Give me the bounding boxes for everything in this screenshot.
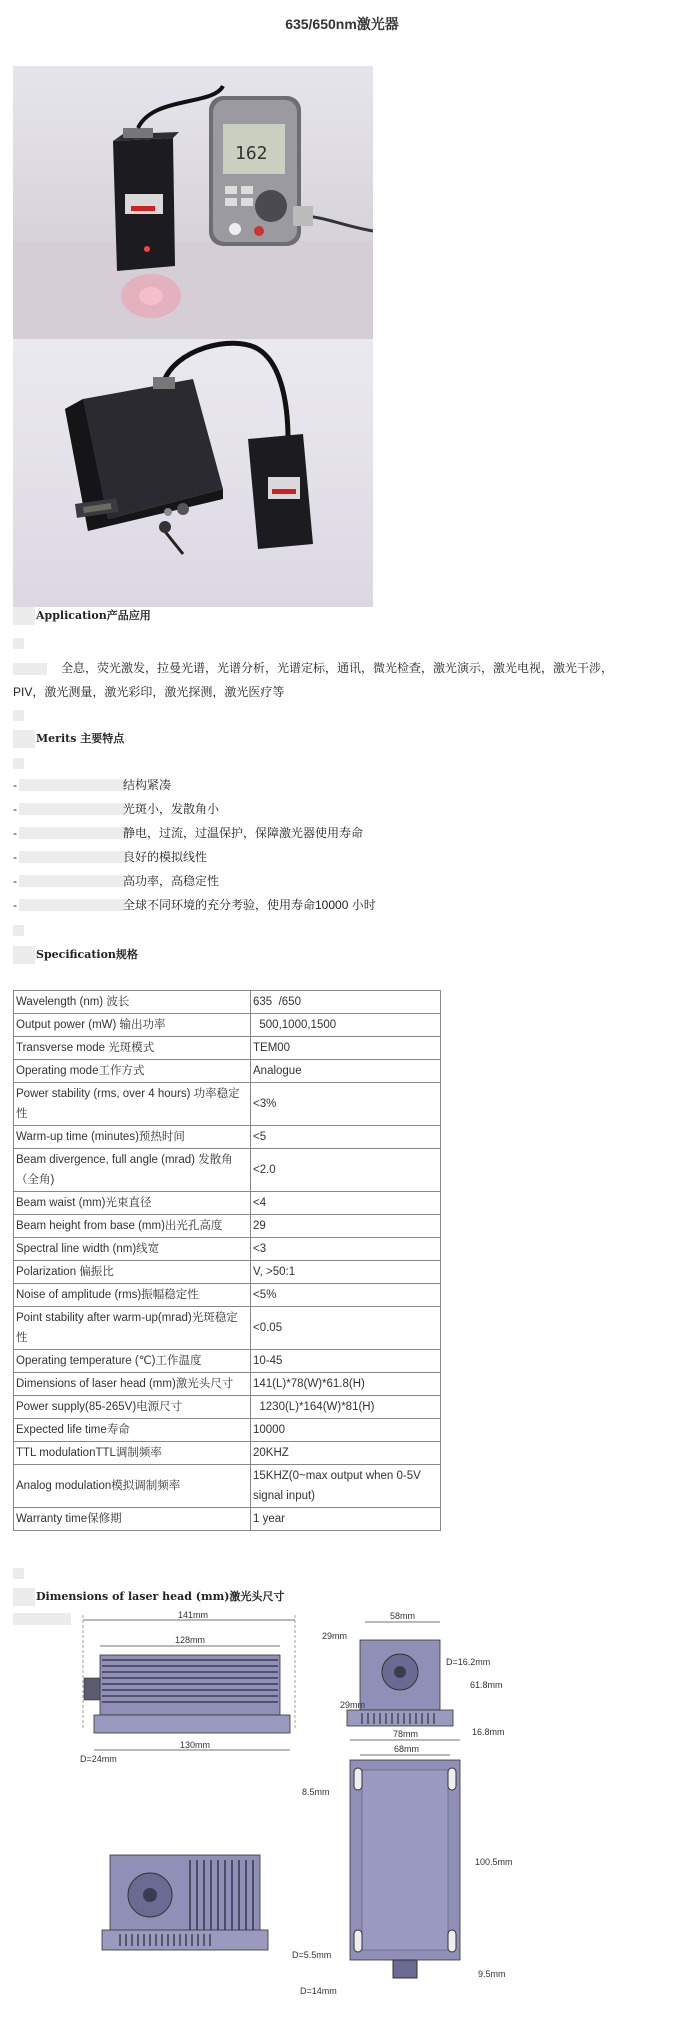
dim-label: D=5.5mm — [292, 1950, 332, 1960]
spec-row — [14, 1192, 441, 1215]
dimensions-heading: Dimensions of laser head (mm)激光头尺寸 — [13, 1588, 284, 1606]
dim-label: 68mm — [394, 1744, 420, 1754]
spec-label: Analog modulation模拟调制频率 — [14, 1465, 251, 1508]
spec-value: 1230(L)*164(W)*81(H) — [251, 1396, 441, 1419]
spec-label: Beam divergence, full angle (mrad) 发散角（全角) — [14, 1149, 251, 1192]
spec-label: Warm-up time (minutes)预热时间 — [14, 1126, 251, 1149]
spec-row — [14, 1261, 441, 1284]
product-photo-laser-with-meter — [13, 66, 373, 339]
spec-label: Spectral line width (nm)线宽 — [14, 1238, 251, 1261]
spec-value: 29 — [251, 1215, 441, 1238]
spec-row — [14, 1215, 441, 1238]
spec-label: Operating temperature (℃)工作温度 — [14, 1350, 251, 1373]
dim-label: D=14mm — [300, 1986, 337, 1996]
dim-label: 130mm — [180, 1740, 211, 1750]
spec-value: 500,1000,1500 — [251, 1014, 441, 1037]
dim-label: D=16.2mm — [446, 1657, 491, 1667]
spec-row — [14, 991, 441, 1014]
dim-label: 128mm — [175, 1635, 206, 1645]
spec-row — [14, 1284, 441, 1307]
spec-value: 1 year — [251, 1508, 441, 1531]
spec-row — [14, 1307, 441, 1350]
spec-label: Output power (mW) 输出功率 — [14, 1014, 251, 1037]
spec-label: Operating mode工作方式 — [14, 1060, 251, 1083]
page-title: 635/650nm激光器 — [285, 16, 399, 32]
spec-value: Analogue — [251, 1060, 441, 1083]
specification-heading: Specification规格 — [13, 946, 138, 964]
spec-value: TEM00 — [251, 1037, 441, 1060]
dim-label: 29mm — [340, 1700, 366, 1710]
spec-value: 10000 — [251, 1419, 441, 1442]
spacer-block — [13, 710, 24, 721]
spec-value: 10-45 — [251, 1350, 441, 1373]
spec-row — [14, 1442, 441, 1465]
product-photo-power-supply — [13, 339, 373, 607]
spec-label: Expected life time寿命 — [14, 1419, 251, 1442]
dimension-drawings — [50, 1610, 520, 2010]
spec-label: Polarization 偏振比 — [14, 1261, 251, 1284]
side-view-drawing — [80, 1610, 295, 1764]
front-view-drawing — [322, 1611, 505, 1737]
spec-row — [14, 1037, 441, 1060]
spec-label: Warranty time保修期 — [14, 1508, 251, 1531]
spec-row — [14, 1083, 441, 1126]
spec-value: <5% — [251, 1284, 441, 1307]
dim-label: 100.5mm — [475, 1857, 513, 1867]
dim-label: 78mm — [393, 1729, 419, 1739]
spec-row — [14, 1350, 441, 1373]
dim-label: D=24mm — [80, 1754, 117, 1764]
top-view-drawing — [292, 1729, 513, 1996]
spec-row — [14, 1126, 441, 1149]
spec-row — [14, 1465, 441, 1508]
spec-value: 635 /650 — [251, 991, 441, 1014]
spec-value: 15KHZ(0~max output when 0-5V signal input) — [251, 1465, 441, 1508]
application-heading: Application产品应用 — [13, 607, 151, 625]
spec-row — [14, 1419, 441, 1442]
merits-heading: Merits 主要特点 — [13, 730, 124, 748]
spec-label: TTL modulationTTL调制频率 — [14, 1442, 251, 1465]
spec-value: <3 — [251, 1238, 441, 1261]
spec-label: Power stability (rms, over 4 hours) 功率稳定性 — [14, 1083, 251, 1126]
spec-label: Beam height from base (mm)出光孔高度 — [14, 1215, 251, 1238]
spec-label: Power supply(85-265V)电源尺寸 — [14, 1396, 251, 1419]
dim-label: 8.5mm — [302, 1787, 330, 1797]
spec-row — [14, 1149, 441, 1192]
spec-value: <3% — [251, 1083, 441, 1126]
spec-value: 20KHZ — [251, 1442, 441, 1465]
application-text: 全息，荧光激发，拉曼光谱，光谱分析，光谱定标，通讯，微光检查，激光演示，激光电视，激光干涉，PIV，激光测量，激光彩印，激光探测，激光医疗等 — [13, 661, 614, 699]
spec-label: Wavelength (nm) 波长 — [14, 991, 251, 1014]
spec-value: <0.05 — [251, 1307, 441, 1350]
spec-value: V, >50:1 — [251, 1261, 441, 1284]
spec-row — [14, 1396, 441, 1419]
spacer-block — [13, 758, 24, 769]
spec-label: Beam waist (mm)光束直径 — [14, 1192, 251, 1215]
specification-table — [13, 990, 441, 1531]
spec-row — [14, 1508, 441, 1531]
spec-row — [14, 1238, 441, 1261]
perspective-view-drawing — [102, 1855, 268, 1950]
dim-label: 61.8mm — [470, 1680, 503, 1690]
spec-label: Transverse mode 光斑模式 — [14, 1037, 251, 1060]
spec-value: 141(L)*78(W)*61.8(H) — [251, 1373, 441, 1396]
spacer-block — [13, 925, 24, 936]
spec-label: Noise of amplitude (rms)振幅稳定性 — [14, 1284, 251, 1307]
spacer-block — [13, 1568, 24, 1579]
dim-label: 58mm — [390, 1611, 416, 1621]
spec-value: <5 — [251, 1126, 441, 1149]
dim-label: 16.8mm — [472, 1727, 505, 1737]
spacer-block — [13, 638, 24, 649]
spec-label: Point stability after warm-up(mrad)光斑稳定性 — [14, 1307, 251, 1350]
spec-row — [14, 1060, 441, 1083]
dim-label: 29mm — [322, 1631, 348, 1641]
svg-text:162: 162 — [235, 143, 268, 164]
spec-row — [14, 1373, 441, 1396]
spec-value: <2.0 — [251, 1149, 441, 1192]
spec-row — [14, 1014, 441, 1037]
spec-label: Dimensions of laser head (mm)激光头尺寸 — [14, 1373, 251, 1396]
spec-value: <4 — [251, 1192, 441, 1215]
dim-label: 9.5mm — [478, 1969, 506, 1979]
dim-label: 141mm — [178, 1610, 209, 1620]
